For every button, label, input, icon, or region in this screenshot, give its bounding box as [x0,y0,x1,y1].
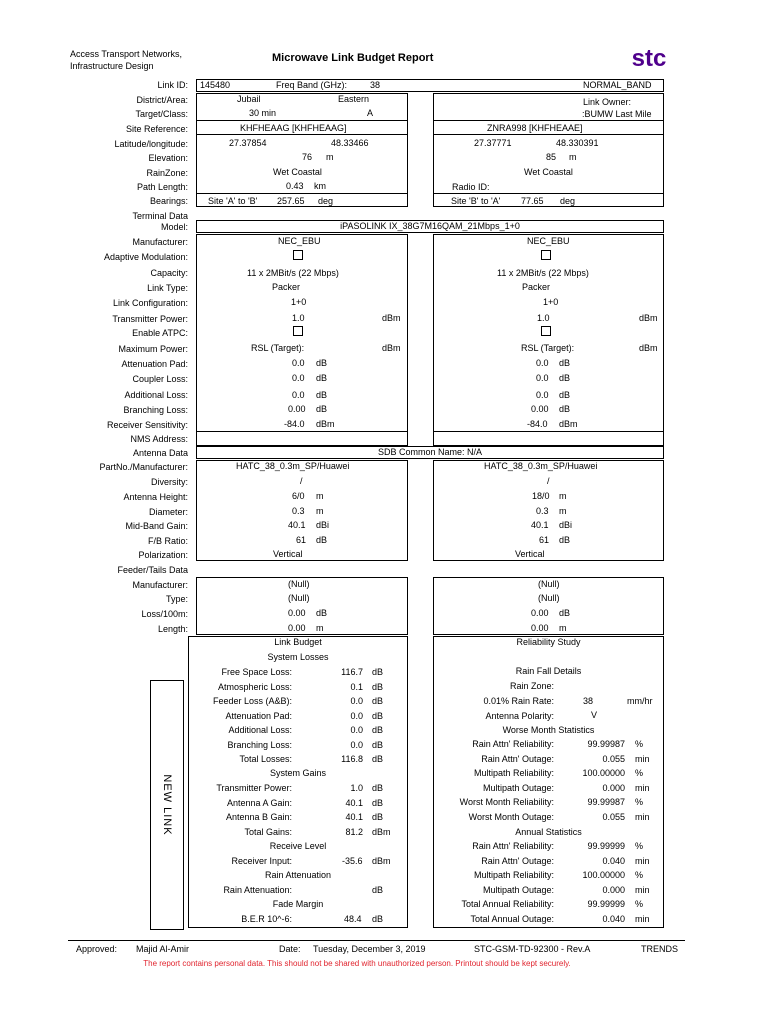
rainrate-unit: mm/hr [627,696,653,706]
antenna-section: Antenna Data [132,448,188,458]
rainfall-heading: Rain Fall Details [515,666,582,676]
site-b-bearing-text: Site 'B' to 'A' [451,196,501,206]
gain-label: Mid-Band Gain: [125,521,188,531]
site-a-lon: 48.33466 [331,138,369,148]
model: iPASOLINK IX_38G7M16QAM_21Mbps_1+0 [340,221,520,231]
unit-m: m [559,491,567,501]
path-length: 0.43 [286,181,304,191]
rain-label: RainZone: [146,168,188,178]
unit-db: dB [316,535,328,545]
site-b-rain: Wet Coastal [524,167,573,177]
site-b-feeder-type: (Null) [538,593,560,603]
unit-km: km [314,181,326,191]
site-a-elev: 76 [302,152,313,162]
row-unit: min [635,855,650,866]
site-a-addloss: 0.0 [292,390,305,400]
diameter-label: Diameter: [148,507,188,517]
annual-heading: Annual Statistics [515,827,582,837]
row-value: 100.00000 [582,768,625,778]
row-unit: dB [372,696,384,706]
freq-value: 38 [370,80,381,90]
unit-m: m [326,152,334,162]
row-value: 116.7 [341,667,363,677]
link-budget-title: Link Budget [274,637,322,647]
row-unit: min [635,753,650,764]
row-label: Antenna B Gain: [225,812,292,822]
site-b-atpc-checkbox[interactable] [541,326,551,336]
row-label: Attenuation Pad: [225,710,292,721]
latlon-label: Latitude/longitude: [114,139,188,149]
site-a-linkconf: 1+0 [291,297,307,307]
site-a-attpad: 0.0 [292,358,305,368]
row-unit: % [635,768,644,778]
site-a-rxsens: -84.0 [284,419,305,429]
site-b-elev: 85 [546,152,557,162]
row-unit: dBm [372,826,391,837]
row-unit: dB [372,812,384,822]
row-unit: min [635,913,650,924]
siteref-label: Site Reference: [125,124,188,134]
adaptive-label: Adaptive Modulation: [103,252,188,262]
linkconf-label: Link Configuration: [112,298,188,308]
row-label: Multipath Outage: [482,884,554,895]
privacy-warning: The report contains personal data. This should not be shared with unauthorized person. Printout should be kept securely. [143,959,571,968]
site-a-part: HATC_38_0.3m_SP/Huawei [236,461,350,471]
unit-m: m [569,152,577,162]
target-label: Target/Class: [135,109,188,119]
site-a-ref: KHFHEAAG [KHFHEAAG] [240,123,347,133]
row-unit: dB [372,754,384,764]
bearing-label: Bearings: [149,196,188,206]
site-b-attpad: 0.0 [536,358,549,368]
terminal-section: Terminal Data [132,211,188,221]
date-label: Date: [279,944,301,954]
txpower-label: Transmitter Power: [112,314,188,324]
row-value: 100.00000 [582,870,625,880]
site-b-coupler: 0.0 [536,373,549,383]
row-unit: % [635,739,644,749]
report-title: Microwave Link Budget Report [272,52,434,64]
site-b-manuf: NEC_EBU [527,236,570,246]
rain-attenuation-heading: Rain Attenuation [264,870,332,880]
row-value: 40.1 [345,797,363,808]
path-label: Path Length: [136,182,188,192]
unit-db: dB [316,390,328,400]
manuf-label: Manufacturer: [132,237,188,247]
site-b-feeder-length: 0.00 [531,623,549,633]
row-label: Total Annual Reliability: [461,899,554,909]
maxpower-label: Maximum Power: [118,344,188,354]
org-line-2: Infrastructure Design [70,61,154,71]
approved-by: Majid Al-Amir [136,944,190,954]
row-label: Atmospheric Loss: [217,681,292,692]
site-a-terminal-box [196,234,408,446]
site-b-txpower: 1.0 [537,313,550,323]
target: 30 min [249,108,277,118]
row-value: 1.0 [350,783,363,793]
row-value: 99.99999 [587,899,625,909]
row-label: Total Gains: [244,826,292,837]
site-a-bearing-text: Site 'A' to 'B' [208,196,258,206]
row-label: Rain Attn' Outage: [481,855,554,866]
district: Jubail [237,94,261,104]
row-value: 0.0 [350,739,363,750]
unit-db: dB [559,535,571,545]
elev-label: Elevation: [148,153,188,163]
unit-deg: deg [560,196,576,206]
row-value: 99.99987 [587,739,625,749]
site-a-coupler: 0.0 [292,373,305,383]
new-link-box [150,680,184,930]
site-a-branch: 0.00 [288,404,306,414]
row-unit: % [635,870,644,880]
row-unit: min [635,884,650,895]
site-b-feeder-loss: 0.00 [531,608,549,618]
row-label: Transmitter Power: [216,783,292,793]
unit-m: m [316,506,324,516]
antenna-polarity: V [591,710,598,720]
feeder-type-label: Type: [165,594,188,604]
unit-dbm: dBm [382,343,401,353]
site-b-lat: 27.37771 [474,138,512,148]
unit-db: dB [316,373,328,383]
unit-deg: deg [318,196,334,206]
model-label: Model: [160,222,188,232]
row-value: 0.000 [602,782,625,793]
site-a-manuf: NEC_EBU [278,236,321,246]
rx-input-unit: dBm [372,856,391,866]
row-label: Multipath Reliability: [473,768,554,778]
unit-db: dB [559,608,571,618]
antenna-polarity-label: Antenna Polarity: [485,711,554,721]
site-a-rain: Wet Coastal [273,167,322,177]
site-a-diameter: 0.3 [292,506,305,516]
unit-db: dB [316,608,328,618]
site-a-height: 6/0 [292,491,305,501]
unit-dbm: dBm [559,419,578,429]
feeder-manuf-label: Manufacturer: [132,580,188,590]
site-a-feeder-manuf: (Null) [288,579,310,589]
unit-dbm: dBm [639,343,658,353]
unit-db: dB [316,404,328,414]
row-value: 0.055 [602,811,625,822]
unit-db: dB [559,373,571,383]
site-b-diameter: 0.3 [536,506,549,516]
system-losses-heading: System Losses [267,652,329,662]
site-a-bearing: 257.65 [277,196,305,206]
unit-m: m [559,506,567,516]
row-value: 0.1 [350,681,363,692]
row-value: 0.0 [350,696,363,706]
band: NORMAL_BAND [583,80,652,90]
org-name [70,48,182,72]
rxsens-label: Receiver Sensitivity: [106,420,188,430]
site-b-rsl: RSL (Target): [521,343,575,353]
freq-label: Freq Band (GHz): [276,80,348,90]
radio-label: Radio ID: [452,182,490,192]
row-label: Worst Month Outage: [468,811,554,822]
row-label: Rain Attn' Outage: [481,753,554,764]
site-b-polarization: Vertical [515,549,545,559]
row-label: Feeder Loss (A&B): [212,696,292,706]
branch-label: Branching Loss: [123,405,188,415]
rain-attenuation-label: Rain Attenuation: [223,885,292,895]
unit-db: dB [559,358,571,368]
row-unit: dB [372,797,384,808]
feeder-loss-label: Loss/100m: [141,609,188,619]
approved-label: Approved: [76,944,118,954]
row-unit: dB [372,667,384,677]
class: A [367,108,374,118]
rx-input: -35.6 [342,856,363,866]
row-label: Antenna A Gain: [226,797,292,808]
row-unit: dB [372,725,384,735]
unit-dbm: dBm [382,313,401,323]
site-a-feeder-loss: 0.00 [288,608,306,618]
row-label: Free Space Loss: [221,667,292,677]
doc-number: STC-GSM-TD-92300 - Rev.A [474,944,591,954]
row-unit: min [635,811,650,822]
unit-db: dB [316,358,328,368]
row-value: 81.2 [345,826,363,837]
site-a-polarization: Vertical [273,549,303,559]
height-label: Antenna Height: [123,492,188,502]
receive-level-heading: Receive Level [269,841,327,851]
row-unit: dB [372,681,384,692]
nms-label: NMS Address: [130,434,188,444]
site-b-fb: 61 [539,535,550,545]
site-b-rxsens: -84.0 [527,419,548,429]
site-b-capacity: 11 x 2MBit/s (22 Mbps) [497,268,589,278]
row-label: Multipath Reliability: [473,870,554,880]
attpad-label: Attenuation Pad: [121,359,188,369]
site-a-feeder-type: (Null) [288,593,310,603]
row-value: 0.040 [602,855,625,866]
site-b-linkconf: 1+0 [543,297,559,307]
row-unit: % [635,899,644,909]
link-id-label: Link ID: [157,80,188,90]
system-gains-heading: System Gains [269,768,327,778]
row-unit: min [635,782,650,793]
district-label: District/Area: [136,95,188,105]
addloss-label: Additional Loss: [124,390,188,400]
row-label: Rain Attn' Reliability: [472,739,554,749]
rx-input-label: Receiver Input: [231,856,292,866]
row-unit: dB [372,710,384,721]
site-b-feeder-manuf: (Null) [538,579,560,589]
fade-margin-heading: Fade Margin [272,899,324,909]
site-a-lat: 27.37854 [229,138,267,148]
unit-dbm: dBm [316,419,335,429]
feeder-section: Feeder/Tails Data [117,565,188,575]
site-b-adaptive-checkbox[interactable] [541,250,551,260]
site-b-ref: ZNRA998 [KHFHEAAE] [487,123,583,133]
site-b-addloss: 0.0 [536,390,549,400]
row-value: 99.99987 [587,797,625,807]
site-b-linktype: Packer [522,282,551,292]
site-a-atpc-checkbox[interactable] [293,326,303,336]
feeder-length-label: Length: [157,624,188,634]
site-a-diversity: / [300,476,303,486]
sdb-name: SDB Common Name: N/A [377,447,483,457]
row-unit: % [635,841,644,851]
row-value: 0.055 [602,753,625,764]
site-a-feeder-length: 0.00 [288,623,306,633]
row-value: 0.000 [602,884,625,895]
row-label: Total Annual Outage: [470,913,554,924]
site-b-height: 18/0 [532,491,550,501]
ber-label: B.E.R 10^-6: [241,914,292,924]
owner-label: Link Owner: [583,97,632,107]
unit-db: dB [559,404,571,414]
row-label: Multipath Outage: [482,782,554,793]
row-value: 0.0 [350,725,363,735]
site-a-txpower: 1.0 [292,313,305,323]
logo-text: stc [631,45,667,72]
rainrate-label: 0.01% Rain Rate: [483,696,554,706]
row-unit: dB [372,783,384,793]
row-value: 116.8 [341,754,363,764]
rainrate: 38 [583,696,594,706]
unit-dbm: dBm [639,313,658,323]
polarization-label: Polarization: [138,550,188,560]
ber-value: 48.4 [344,914,362,924]
site-b-terminal-box [433,234,664,446]
unit-dbi: dBi [316,520,330,530]
fb-label: F/B Ratio: [147,536,188,546]
site-b-gain: 40.1 [531,520,549,530]
site-b-part: HATC_38_0.3m_SP/Huawei [484,461,598,471]
rainzone-label: Rain Zone: [509,681,554,691]
row-unit: % [635,797,644,807]
row-label: Rain Attn' Reliability: [472,841,554,851]
unit-db: dB [559,390,571,400]
row-label: Additional Loss: [228,725,292,735]
stc-logo [627,44,671,72]
site-a-linktype: Packer [272,282,301,292]
row-value: 99.99999 [587,841,625,851]
site-a-capacity: 11 x 2MBit/s (22 Mbps) [247,268,339,278]
site-a-rsl: RSL (Target): [251,343,305,353]
diversity-label: Diversity: [150,477,188,487]
org-line-1: Access Transport Networks, [70,49,183,59]
part-label: PartNo./Manufacturer: [99,462,188,472]
reliability-title: Reliability Study [516,637,581,647]
capacity-label: Capacity: [150,268,188,278]
row-label: Worst Month Reliability: [459,797,554,807]
linktype-label: Link Type: [147,283,188,293]
site-b-diversity: / [547,476,550,486]
area: Eastern [338,94,370,104]
row-label: Total Losses: [239,754,292,764]
worst-month-heading: Worse Month Statistics [502,725,595,735]
unit-m: m [316,491,324,501]
site-b-bearing: 77.65 [521,196,544,206]
site-a-adaptive-checkbox[interactable] [293,250,303,260]
unit-m: m [316,623,324,633]
site-a-gain: 40.1 [288,520,306,530]
rain-attenuation-unit: dB [372,885,384,895]
ber-unit: dB [372,914,384,924]
unit-dbi: dBi [559,520,573,530]
row-label: Branching Loss: [227,739,292,750]
coupler-label: Coupler Loss: [132,374,188,384]
site-b-branch: 0.00 [531,404,549,414]
row-unit: dB [372,739,384,750]
date: Tuesday, December 3, 2019 [313,944,426,954]
site-b-lon: 48.330391 [556,138,599,148]
row-value: 40.1 [345,812,363,822]
site-a-fb: 61 [296,535,307,545]
row-value: 0.040 [602,913,625,924]
owner: :BUMW Last Mile [582,109,652,119]
unit-m: m [559,623,567,633]
link-id: 145480 [200,80,231,90]
trends: TRENDS [641,944,679,954]
new-link-label: NEW LINK [161,774,173,836]
row-value: 0.0 [350,710,363,721]
atpc-label: Enable ATPC: [132,328,188,338]
